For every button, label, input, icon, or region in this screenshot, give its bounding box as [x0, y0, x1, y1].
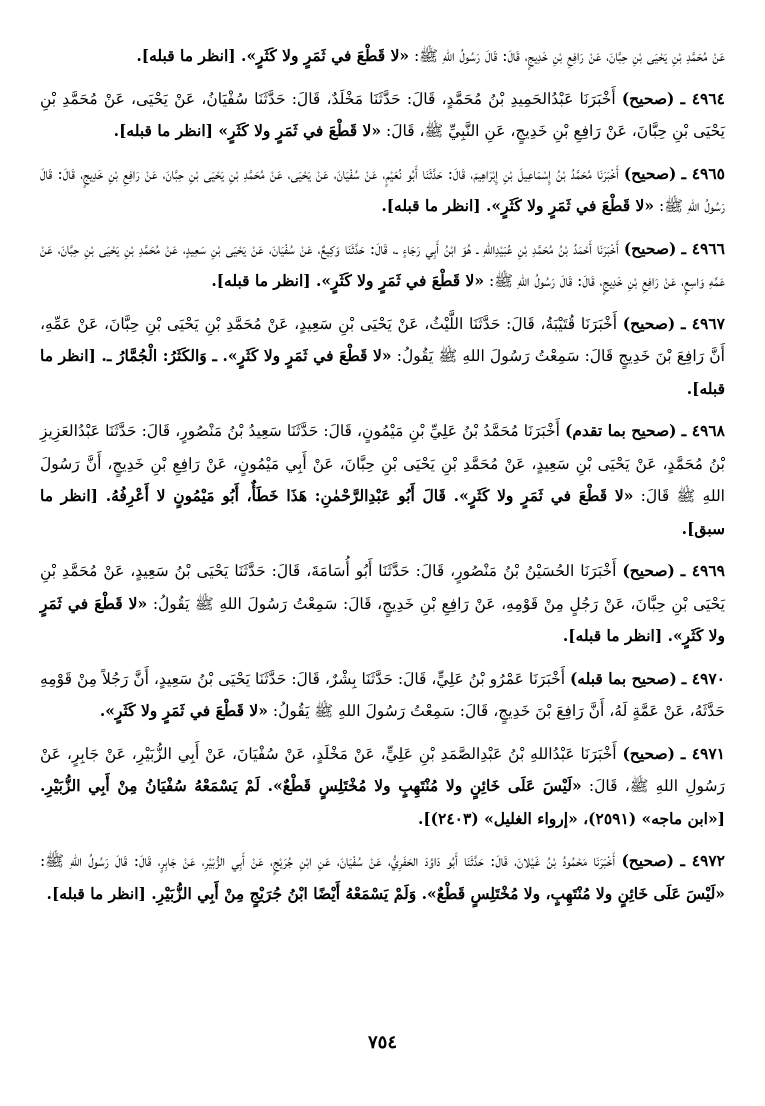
page-number: ٧٥٤	[367, 1032, 397, 1053]
hadith-reference: . [انظر ما قبله].	[211, 271, 322, 290]
hadith-reference: . ـ وَالكَثَرُ: الْجُمَّارُ ـ. [انظر ما قبله].	[40, 346, 725, 398]
hadith-reference: . [انظر ما قبله].	[136, 46, 247, 65]
hadith-entry-4966	[40, 233, 725, 298]
hadith-number: ٤٩٧١ ـ	[680, 743, 725, 763]
hadith-chain: أَخْبَرَنَا عَبْدُاللهِ بْنُ عَبْدِالصَّمَدِ بْنِ عَلِيٍّ، عَنْ مَخْلَدٍ، عَنْ سُفْيَانَ، عَنْ أَبِي الزُّبَيْرِ، عَنْ جَابِرٍ، عَنْ رَسُولِ اللهِ ﷺ، قَالَ:	[40, 744, 725, 795]
hadith-entry-4965	[40, 158, 725, 223]
hadith-reference: . وَلَمْ يَسْمَعْهُ أَيْضًا ابْنُ جُرَيْجٍ مِنْ أَبِي الزُّبَيْرِ. [انظر ما قبله].	[46, 883, 428, 903]
hadith-grade: (صحيح)	[622, 561, 675, 580]
hadith-grade: (صحيح)	[623, 238, 677, 258]
hadith-chain: أَخْبَرَنَا مُحَمَّدُ بْنُ إِسْمَاعِيلَ بْنِ إِبْرَاهِيمَ، قَالَ: حَدَّثَنَا أَبُو نُعَيْمٍ، عَنْ سُفْيَانَ، عَنْ يَحْيَى، عَنْ مُحَمَّدِ بْنِ يَحْيَى بْنِ حِبَّانَ، عَنْ رَافِعِ بْنِ خَدِيجٍ، قَالَ: قَالَ رَسُولُ اللهِ ﷺ:	[40, 164, 725, 215]
hadith-quote: «لا قَطْعَ في ثَمَرٍ ولا كَثَرٍ»	[491, 196, 655, 215]
hadith-number: ٤٩٦٦ ـ	[681, 238, 725, 258]
hadith-number: ٤٩٦٤ ـ	[680, 88, 726, 108]
hadith-entry-4971	[40, 738, 725, 836]
hadith-entry-4970	[40, 663, 725, 728]
hadith-chain: أَخْبَرَنَا مُحَمَّدُ بْنُ عَلِيِّ بْنِ مَيْمُونٍ، قَالَ: حَدَّثَنَا سَعِيدُ بْنُ مَنْصُورٍ، قَالَ: حَدَّثَنَا عَبْدُالعَزِيزِ بْنُ مُحَمَّدٍ، عَنْ يَحْيَى بْنِ سَعِيدٍ، عَنْ مُحَمَّدِ بْنِ يَحْيَى بْنِ حِبَّانَ، عَنْ أَبِي مَيْمُونٍ، عَنْ رَافِعِ بْنِ خَدِيجٍ، أَنَّ رَسُولَ اللهِ ﷺ قَالَ:	[40, 422, 725, 505]
hadith-number: ٤٩٦٧ ـ	[680, 313, 725, 333]
hadith-number: ٤٩٦٨ ـ	[681, 421, 725, 440]
hadith-grade: (صحيح)	[622, 743, 675, 763]
hadith-quote: «لا قَطْعَ في ثَمَرٍ ولا كَثَرٍ»	[459, 486, 634, 505]
hadith-number: ٤٩٧٢ ـ	[680, 851, 726, 870]
hadith-chain: أَخْبَرَنَا قُتَيْبَةُ، قَالَ: حَدَّثَنَا اللَّيْثُ، عَنْ يَحْيَى بْنِ سَعِيدٍ، عَنْ مُحَمَّدِ بْنِ يَحْيَى بْنِ حِبَّانَ، عَنْ عَمِّهِ، أَنَّ رَافِعَ بْنَ خَدِيجٍ قَالَ: سَمِعْتُ رَسُولَ اللهِ ﷺ يَقُولُ:	[40, 314, 725, 365]
hadith-reference: . قَالَ أَبُو عَبْدِالرَّحْمٰنِ: هَذَا خَطَأٌ، أَبُو مَيْمُونٍ لا أَعْرِفُهُ. [انظر ما سبق].	[40, 486, 725, 538]
hadith-entry-4972	[40, 845, 725, 910]
hadith-reference: . [انظر ما قبله].	[381, 196, 492, 215]
hadith-entry-4968	[40, 415, 725, 545]
hadith-grade: (صحيح)	[621, 88, 675, 108]
hadith-reference: [انظر ما قبله].	[113, 121, 219, 140]
hadith-reference: . لَمْ يَسْمَعْهُ سُفْيَانُ مِنْ أَبِي الزُّبَيْرِ. [«ابن ماجه» (٢٥٩١)، «إرواء الغليل» (٢٤٠٣)].	[40, 776, 725, 828]
hadith-entry-4964	[40, 83, 725, 148]
hadith-quote: «لا قَطْعَ في ثَمَرٍ ولا كَثَرٍ»	[40, 593, 725, 645]
hadith-grade: (صحيح)	[621, 851, 674, 870]
hadith-entry-4969	[40, 555, 725, 653]
hadith-grade: (صحيح)	[622, 313, 676, 333]
hadith-reference: .	[99, 701, 106, 720]
hadith-number: ٤٩٦٩ ـ	[680, 561, 726, 580]
hadith-chain: أَخْبَرَنَا عَمْرُو بْنُ عَلِيٍّ، قَالَ: حَدَّثَنَا بِشْرٌ، قَالَ: حَدَّثَنَا يَحْيَى بْنُ سَعِيدٍ، أَنَّ رَجُلاً مِنْ قَوْمِهِ حَدَّثَهُ، عَنْ عَمَّةٍ لَهُ، أَنَّ رَافِعَ بْنَ خَدِيجٍ، قَالَ: سَمِعْتُ رَسُولَ اللهِ ﷺ يَقُولُ:	[40, 669, 725, 720]
hadith-chain: أَخْبَرَنَا الحُسَيْنُ بْنُ مَنْصُورٍ، قَالَ: حَدَّثَنَا أَبُو أُسَامَةَ، قَالَ: حَدَّثَنَا يَحْيَى بْنُ سَعِيدٍ، عَنْ مُحَمَّدِ بْنِ يَحْيَى بْنِ حِبَّانَ، عَنْ رَجُلٍ مِنْ قَوْمِهِ، عَنْ رَافِعِ بْنِ خَدِيجٍ، قَالَ: سَمِعْتُ رَسُولَ اللهِ ﷺ يَقُولُ:	[40, 562, 725, 613]
hadith-chain: أَخْبَرَنَا أَحْمَدُ بْنُ مُحَمَّدِ بْنِ عُبَيْدِاللهِ ـ هُوَ ابْنُ أَبِي رَجَاءٍ ـ، قَالَ: حَدَّثَنَا وَكِيعٌ، عَنْ سُفْيَانَ، عَنْ يَحْيَى بْنِ سَعِيدٍ، عَنْ مُحَمَّدِ بْنِ يَحْيَى بْنِ حِبَّانَ، عَنْ عَمِّهِ وَاسِعٍ، عَنْ رَافِعِ بْنِ خَدِيجٍ، قَالَ: قَالَ رَسُولُ اللهِ ﷺ:	[40, 239, 725, 290]
hadith-quote: «لا قَطْعَ في ثَمَرٍ ولا كَثَرٍ»	[246, 46, 410, 65]
hadith-entry-continued	[40, 40, 725, 73]
hadith-number: ٤٩٧٠ ـ	[681, 668, 725, 688]
hadith-quote: «لا قَطْعَ في ثَمَرٍ ولا كَثَرٍ»	[218, 121, 382, 140]
hadith-text-block	[40, 40, 725, 910]
hadith-quote: «لا قَطْعَ في ثَمَرٍ ولا كَثَرٍ»	[105, 701, 268, 720]
hadith-chain: أَخْبَرَنَا مَحْمُودُ بْنُ غَيْلانَ، قَالَ: حَدَّثَنَا أَبُو دَاوُدَ الحَفَرِيُّ، عَنْ سُفْيَانَ، عَنِ ابْنِ جُرَيْجٍ، عَنْ أَبِي الزُّبَيْرِ، عَنْ جَابِرٍ، قَالَ: قَالَ رَسُولُ اللهِ ﷺ:	[40, 852, 616, 870]
hadith-quote: «لَيْسَ عَلَى خَائِنٍ ولا مُنْتَهِبٍ، ولا مُخْتَلِسٍ قَطْعٌ»	[427, 883, 725, 903]
hadith-chain: أَخْبَرَنَا عَبْدُالحَمِيدِ بْنُ مُحَمَّدٍ، قَالَ: حَدَّثَنَا مَخْلَدٌ، قَالَ: حَدَّثَنَا سُفْيَانُ، عَنْ يَحْيَى، عَنْ مُحَمَّدِ بْنِ يَحْيَى بْنِ حِبَّانَ، عَنْ رَافِعِ بْنِ خَدِيجٍ، عَنِ النَّبِيِّ ﷺ، قَالَ:	[40, 89, 725, 140]
hadith-quote: «لا قَطْعَ في ثَمَرٍ ولا كَثَرٍ»	[321, 271, 485, 290]
hadith-quote: «لَيْسَ عَلَى خَائِنٍ ولا مُنْتَهِبٍ ولا مُخْتَلِسٍ قَطْعٌ»	[273, 776, 582, 795]
hadith-quote: «لا قَطْعَ في ثَمَرٍ ولا كَثَرٍ»	[227, 346, 392, 365]
hadith-grade: (صحيح بما قبله)	[569, 668, 677, 688]
hadith-reference: . [انظر ما قبله].	[562, 626, 673, 645]
hadith-grade: (صحيح بما تقدم)	[564, 421, 677, 440]
hadith-entry-4967	[40, 308, 725, 406]
hadith-chain: عَنْ مُحَمَّدِ بْنِ يَحْيَى بْنِ حِبَّانَ، عَنْ رَافِعِ بْنِ خَدِيجٍ، قَالَ: قَالَ رَسُولُ اللهِ ﷺ:	[414, 47, 725, 65]
hadith-number: ٤٩٦٥ ـ	[681, 163, 726, 183]
hadith-grade: (صحيح)	[623, 163, 677, 183]
